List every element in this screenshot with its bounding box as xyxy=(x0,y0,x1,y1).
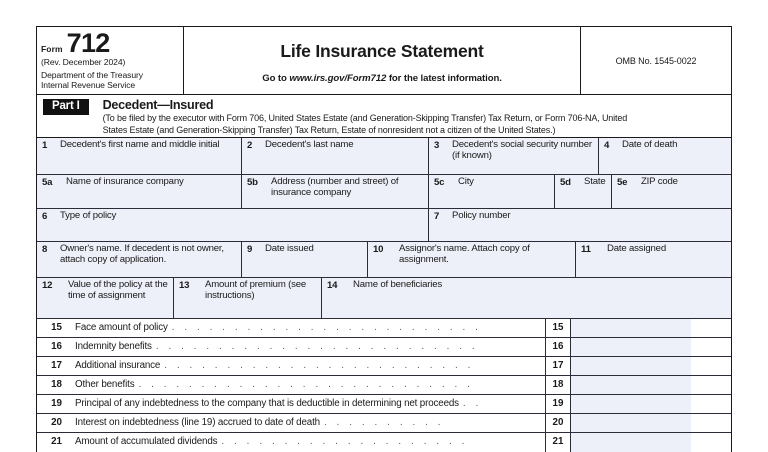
field-label-3: Decedent's social security number (if known) xyxy=(452,139,592,162)
row-tail-21 xyxy=(691,433,731,452)
field-number-6: 6 xyxy=(42,211,48,223)
row-tail-20 xyxy=(691,414,731,432)
line-box-number-17: 17 xyxy=(545,357,571,375)
field-number-12: 12 xyxy=(42,280,53,292)
line-number-18: 18 xyxy=(51,379,62,391)
field-label-5e: ZIP code xyxy=(641,176,678,188)
field-number-4: 4 xyxy=(604,140,610,152)
amount-input-20[interactable] xyxy=(571,414,691,432)
part-subtitle-line-1: (To be filed by the executor with Form 706, United States Estate (and Generation-Skipping Transfer) Tax Return, or Form 706-NA, United xyxy=(102,113,628,123)
table-row xyxy=(37,395,731,414)
goto-instruction xyxy=(184,73,580,84)
leader-dots-19: . . xyxy=(462,398,482,410)
field-label-8: Owner's name. If decedent is not owner, attach copy of application. xyxy=(60,243,224,266)
line-box-number-18: 18 xyxy=(545,376,571,394)
field-row-12-14 xyxy=(37,278,731,319)
line-label-19 xyxy=(71,395,545,413)
field-amount-of-premium[interactable] xyxy=(174,278,322,318)
row-tail-15 xyxy=(691,319,731,337)
field-label-1: Decedent's first name and middle initial xyxy=(60,139,220,151)
field-policy-value-at-assignment[interactable] xyxy=(37,278,174,318)
part-subtitle-line-2: States Estate (and Generation-Skipping Transfer) Tax Return, Estate of nonresident not a citizen of the United States.) xyxy=(102,124,556,135)
form-title-block xyxy=(184,27,581,94)
goto-prefix: Go to xyxy=(262,73,290,84)
form-header xyxy=(37,27,731,95)
line-label-16 xyxy=(71,338,545,356)
field-number-13: 13 xyxy=(179,280,190,292)
amount-input-21[interactable] xyxy=(571,433,691,452)
leader-dots-17: . . . . . . . . . . . . . . . . . . . . . . . . . xyxy=(164,360,475,372)
field-number-9: 9 xyxy=(247,244,253,256)
field-number-5b: 5b xyxy=(247,177,258,189)
field-date-of-death[interactable] xyxy=(599,138,731,174)
line-text-15: Face amount of policy xyxy=(75,322,168,334)
field-label-14: Name of beneficiaries xyxy=(353,279,443,291)
amount-input-17[interactable] xyxy=(571,357,691,375)
part-i-header xyxy=(37,95,731,138)
field-date-assigned[interactable] xyxy=(576,242,731,277)
amount-input-15[interactable] xyxy=(571,319,691,337)
table-row xyxy=(37,433,731,452)
row-tail-19 xyxy=(691,395,731,413)
page-title: Life Insurance Statement xyxy=(280,41,484,61)
field-number-5d: 5d xyxy=(560,177,571,189)
field-decedent-last-name[interactable] xyxy=(242,138,429,174)
line-text-16: Indemnity benefits xyxy=(75,341,152,353)
table-row xyxy=(37,338,731,357)
department-line-2: Internal Revenue Service xyxy=(41,80,136,91)
field-insurance-company-name[interactable] xyxy=(37,175,242,208)
goto-suffix: for the latest information. xyxy=(386,73,502,84)
line-text-18: Other benefits xyxy=(75,379,135,391)
table-row xyxy=(37,357,731,376)
field-assignor-name[interactable] xyxy=(368,242,576,277)
field-label-9: Date issued xyxy=(265,243,314,255)
line-number-17: 17 xyxy=(51,360,62,372)
field-name-of-beneficiaries[interactable] xyxy=(322,278,731,318)
row-tail-17 xyxy=(691,357,731,375)
line-label-17 xyxy=(71,357,545,375)
field-label-7: Policy number xyxy=(452,210,511,222)
line-label-21 xyxy=(71,433,545,452)
omb-number: OMB No. 1545-0022 xyxy=(615,56,697,66)
leader-dots-16: . . . . . . . . . . . . . . . . . . . . . . . . . . xyxy=(155,341,479,353)
table-row xyxy=(37,376,731,395)
field-type-of-policy[interactable] xyxy=(37,209,429,241)
field-label-4: Date of death xyxy=(622,139,678,151)
department-line-1: Department of the Treasury xyxy=(41,70,144,80)
field-row-5 xyxy=(37,175,731,209)
line-label-18 xyxy=(71,376,545,394)
field-zip-code[interactable] xyxy=(612,175,731,208)
line-number-20: 20 xyxy=(51,417,62,429)
amount-input-16[interactable] xyxy=(571,338,691,356)
line-box-number-21: 21 xyxy=(545,433,571,452)
field-state[interactable] xyxy=(555,175,612,208)
field-label-5b: Address (number and street) of insurance company xyxy=(271,176,399,199)
line-text-17: Additional insurance xyxy=(75,360,161,372)
field-insurance-company-address[interactable] xyxy=(242,175,429,208)
line-text-19: Principal of any indebtedness to the company that is deductible in determining net proceeds xyxy=(75,398,459,410)
field-label-10: Assignor's name. Attach copy of assignment. xyxy=(399,243,530,266)
omb-block xyxy=(581,27,731,94)
field-label-11: Date assigned xyxy=(607,243,666,255)
line-label-15 xyxy=(71,319,545,337)
part-title: Decedent—Insured xyxy=(102,98,214,112)
field-label-5d: State xyxy=(584,176,606,188)
line-items-section xyxy=(37,319,731,452)
amount-input-19[interactable] xyxy=(571,395,691,413)
row-tail-18 xyxy=(691,376,731,394)
line-number-16: 16 xyxy=(51,341,62,353)
field-number-11: 11 xyxy=(581,244,591,256)
field-number-10: 10 xyxy=(373,244,384,256)
field-label-5c: City xyxy=(458,176,474,188)
field-number-5c: 5c xyxy=(434,177,445,189)
irs-url-link[interactable]: www.irs.gov/Form712 xyxy=(289,73,387,84)
field-label-12: Value of the policy at the time of assignment xyxy=(68,279,168,302)
field-row-1 xyxy=(37,138,731,175)
field-row-6-7 xyxy=(37,209,731,242)
line-box-number-16: 16 xyxy=(545,338,571,356)
line-label-20 xyxy=(71,414,545,432)
field-number-5e: 5e xyxy=(617,177,628,189)
field-number-8: 8 xyxy=(42,244,48,256)
field-city[interactable] xyxy=(429,175,555,208)
field-date-issued[interactable] xyxy=(242,242,368,277)
line-box-number-15: 15 xyxy=(545,319,571,337)
field-number-2: 2 xyxy=(247,140,253,152)
field-label-6: Type of policy xyxy=(60,210,117,222)
field-row-8-11 xyxy=(37,242,731,278)
field-number-1: 1 xyxy=(42,140,48,152)
table-row xyxy=(37,319,731,338)
line-number-15: 15 xyxy=(51,322,62,334)
leader-dots-21: . . . . . . . . . . . . . . . . . . . . xyxy=(221,436,468,448)
field-label-13: Amount of premium (see instructions) xyxy=(205,279,307,302)
line-text-21: Amount of accumulated dividends xyxy=(75,436,218,448)
line-box-number-20: 20 xyxy=(545,414,571,432)
field-number-5a: 5a xyxy=(42,177,53,189)
line-number-19: 19 xyxy=(51,398,62,410)
field-decedent-first-name[interactable] xyxy=(37,138,242,174)
form-identity-block xyxy=(37,27,184,94)
field-owner-name[interactable] xyxy=(37,242,242,277)
form-revision-date: (Rev. December 2024) xyxy=(41,57,126,67)
field-number-14: 14 xyxy=(327,280,338,292)
form-712 xyxy=(36,26,732,452)
field-decedent-ssn[interactable] xyxy=(429,138,599,174)
amount-input-18[interactable] xyxy=(571,376,691,394)
leader-dots-20: . . . . . . . . . . xyxy=(323,417,445,429)
leader-dots-15: . . . . . . . . . . . . . . . . . . . . . . . . . xyxy=(171,322,482,334)
leader-dots-18: . . . . . . . . . . . . . . . . . . . . . . . . . . . xyxy=(138,379,474,391)
field-number-3: 3 xyxy=(434,140,440,152)
form-number: 712 xyxy=(66,28,110,58)
field-policy-number[interactable] xyxy=(429,209,731,241)
line-text-20: Interest on indebtedness (line 19) accrued to date of death xyxy=(75,417,320,429)
line-box-number-19: 19 xyxy=(545,395,571,413)
form-word-label: Form xyxy=(41,44,63,54)
line-number-21: 21 xyxy=(51,436,62,448)
table-row xyxy=(37,414,731,433)
field-number-7: 7 xyxy=(434,211,440,223)
part-badge: Part I xyxy=(43,99,89,115)
field-label-5a: Name of insurance company xyxy=(66,176,184,188)
row-tail-16 xyxy=(691,338,731,356)
field-label-2: Decedent's last name xyxy=(265,139,354,151)
